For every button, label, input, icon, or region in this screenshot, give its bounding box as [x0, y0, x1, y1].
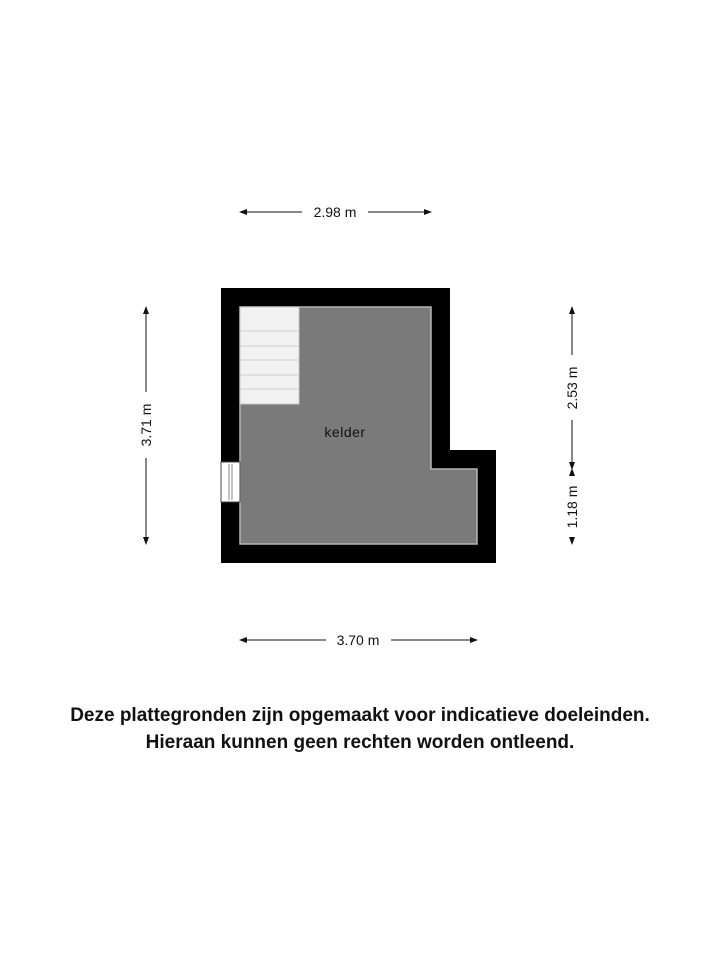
dimension-right-lower-height — [564, 469, 580, 544]
dimension-label: 2.98 m — [313, 204, 357, 220]
room-label: kelder — [324, 424, 366, 440]
disclaimer-line-2: Hieraan kunnen geen rechten worden ontleend. — [145, 732, 575, 753]
dimension-bottom-width — [240, 632, 477, 648]
dimension-top-width — [240, 204, 431, 220]
stairs — [240, 307, 299, 404]
dimension-label: 2.53 m — [564, 366, 580, 410]
dimension-left-height — [138, 307, 154, 544]
dimension-right-upper-height — [564, 307, 580, 469]
dimension-label: 1.18 m — [564, 485, 580, 529]
dimension-label: 3.71 m — [138, 403, 154, 447]
window — [221, 462, 240, 502]
dimension-label: 3.70 m — [336, 632, 380, 648]
disclaimer-line-1: Deze plattegronden zijn opgemaakt voor indicatieve doeleinden. — [70, 705, 650, 726]
